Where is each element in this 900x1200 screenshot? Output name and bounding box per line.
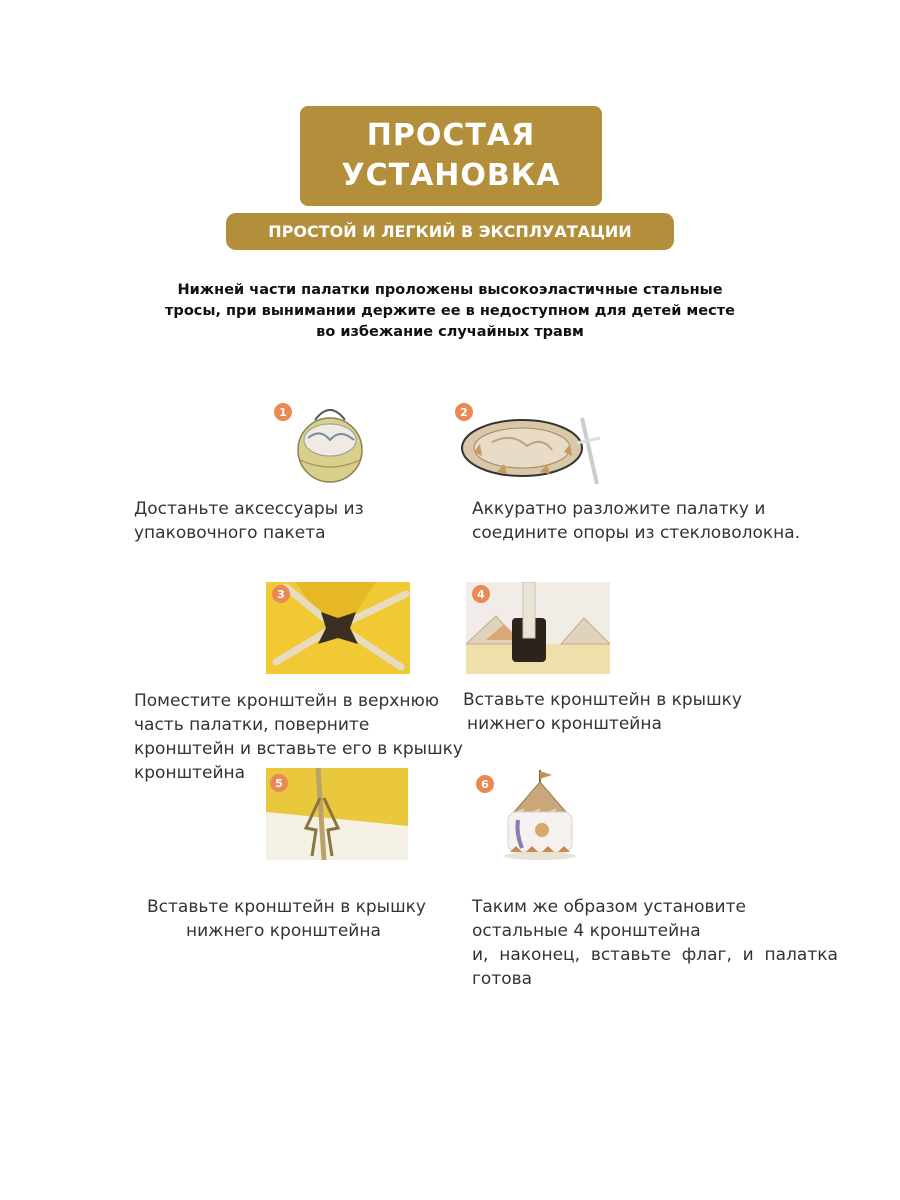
warning-line-3: во избежание случайных травм bbox=[316, 324, 584, 340]
step-5-badge: 5 bbox=[270, 774, 288, 792]
step-2-line-1: Аккуратно разложите палатку и bbox=[472, 499, 766, 519]
subtitle-banner bbox=[226, 213, 674, 250]
step-1-caption bbox=[134, 497, 364, 545]
step-6-line-3: и, наконец, вставьте флаг, и палатка bbox=[472, 945, 838, 965]
step-1-line-1: Достаньте аксессуары из bbox=[134, 499, 364, 519]
step-4-caption bbox=[463, 688, 742, 736]
step-2-image bbox=[452, 398, 612, 490]
step-5-caption bbox=[147, 895, 426, 943]
step-3-image bbox=[266, 582, 410, 674]
step-4-line-2: нижнего кронштейна bbox=[467, 714, 662, 734]
step-3-line-4: кронштейна bbox=[134, 763, 246, 783]
subtitle-text: ПРОСТОЙ И ЛЕГКИЙ В ЭКСПЛУАТАЦИИ bbox=[268, 222, 632, 241]
safety-warning bbox=[130, 280, 770, 343]
step-3-line-1: Поместите кронштейн в верхнюю bbox=[134, 691, 440, 711]
step-1-image bbox=[270, 398, 390, 486]
step-2-caption bbox=[472, 497, 800, 545]
step-6-caption bbox=[472, 895, 838, 991]
step-6-line-2: остальные 4 кронштейна bbox=[472, 921, 701, 941]
step-6-image bbox=[470, 768, 590, 864]
title-line-1: ПРОСТАЯ bbox=[366, 118, 536, 153]
warning-line-2: тросы, при вынимании держите ее в недоступном для детей месте bbox=[165, 303, 735, 319]
step-2-badge: 2 bbox=[455, 403, 473, 421]
title-line-2: УСТАНОВКА bbox=[341, 158, 561, 193]
step-4-badge: 4 bbox=[472, 585, 490, 603]
step-1-badge: 1 bbox=[274, 403, 292, 421]
warning-line-1: Нижней части палатки проложены высокоэластичные стальные bbox=[177, 282, 723, 298]
step-2-line-2: соедините опоры из стекловолокна. bbox=[472, 523, 801, 543]
step-6-line-4: готова bbox=[472, 969, 533, 989]
step-3-line-3: кронштейн и вставьте его в крышку bbox=[134, 739, 463, 759]
step-5-line-1: Вставьте кронштейн в крышку bbox=[147, 897, 426, 917]
step-5-image bbox=[266, 768, 408, 860]
step-4-line-1: Вставьте кронштейн в крышку bbox=[463, 690, 742, 710]
step-3-line-2: часть палатки, поверните bbox=[134, 715, 370, 735]
step-1-line-2: упаковочного пакета bbox=[134, 523, 326, 543]
step-4-image bbox=[466, 582, 610, 674]
step-3-badge: 3 bbox=[272, 585, 290, 603]
step-5-line-2: нижнего кронштейна bbox=[186, 921, 381, 941]
step-6-badge: 6 bbox=[476, 775, 494, 793]
unfolded-tent-icon bbox=[452, 398, 612, 490]
title-banner bbox=[300, 106, 602, 206]
step-6-line-1: Таким же образом установите bbox=[472, 897, 746, 917]
